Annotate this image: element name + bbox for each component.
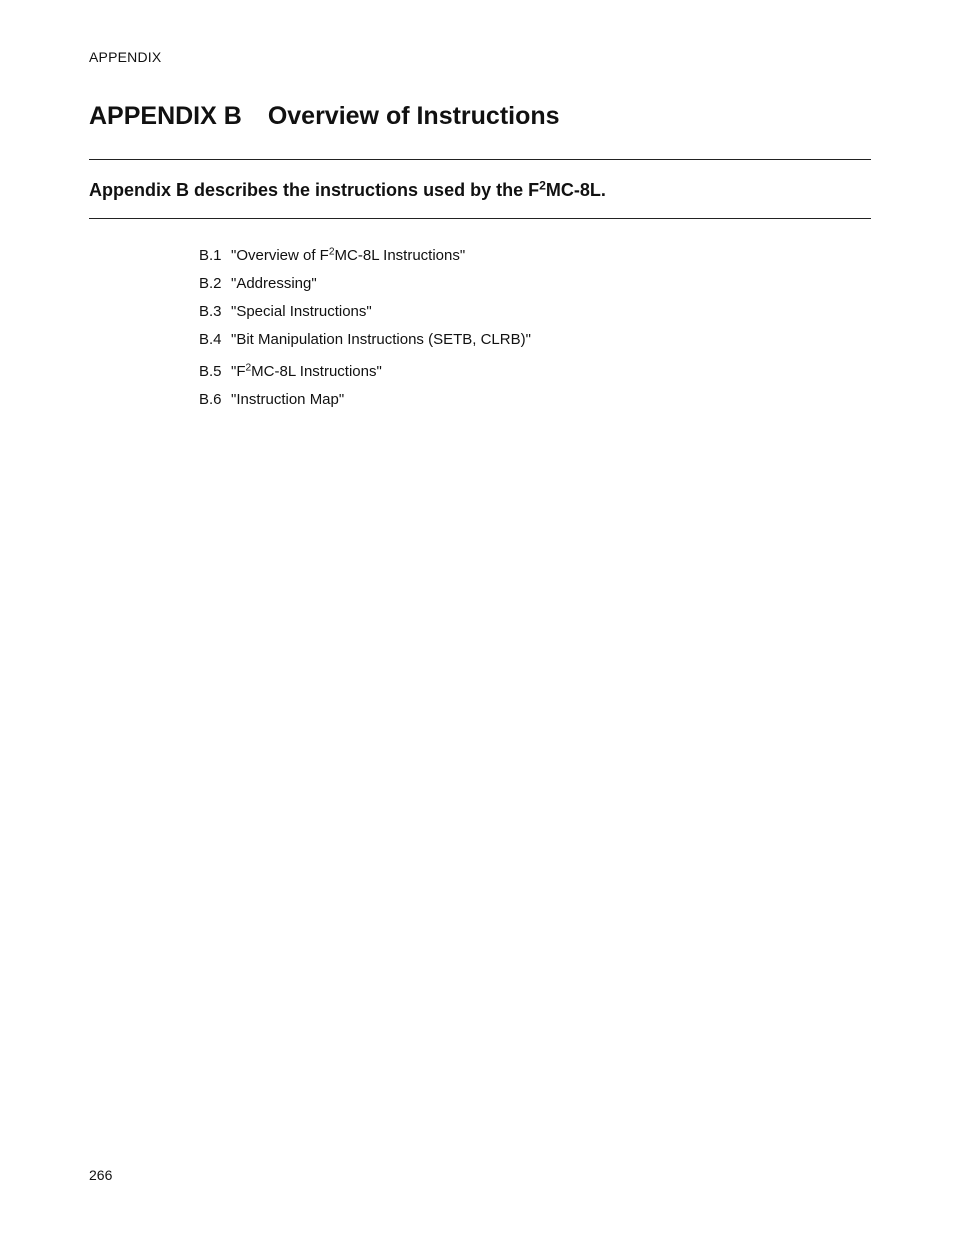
section-title: "$F^2MC-8L$ Instructions" (231, 362, 382, 380)
section-list (199, 246, 531, 418)
summary-text-after: MC-8L. (545, 180, 606, 200)
running-header: APPENDIX (89, 49, 162, 65)
section-item-b5[interactable] (199, 358, 531, 390)
section-item-b3[interactable] (199, 302, 531, 330)
section-number: B.5 (199, 363, 222, 380)
page-title (89, 102, 560, 131)
section-item-b6[interactable] (199, 390, 531, 418)
summary-text-before: Appendix B describes the instructions used by the F (89, 180, 540, 200)
section-item-b2[interactable] (199, 274, 531, 302)
section-title: "Addressing" (231, 275, 317, 292)
appendix-label: APPENDIX B (89, 102, 242, 130)
bottom-divider (89, 218, 871, 219)
section-number: B.6 (199, 391, 222, 408)
section-item-b4[interactable] (199, 330, 531, 358)
summary-superscript: 2 (539, 178, 546, 193)
section-item-b1[interactable] (199, 246, 531, 274)
appendix-summary (89, 180, 606, 201)
section-title: "Bit Manipulation Instructions (SETB, CLRB)" (231, 331, 531, 348)
page-number: 266 (89, 1167, 113, 1183)
top-divider (89, 159, 871, 160)
section-number: B.1 (199, 247, 222, 264)
section-title: "Instruction Map" (231, 391, 345, 408)
section-number: B.2 (199, 275, 222, 292)
section-number: B.4 (199, 331, 222, 348)
section-title: "Overview of $F^2MC-8L$ Instructions" (231, 246, 466, 264)
section-number: B.3 (199, 303, 222, 320)
section-title: "Special Instructions" (231, 303, 372, 320)
appendix-title-text: Overview of Instructions (267, 102, 560, 130)
